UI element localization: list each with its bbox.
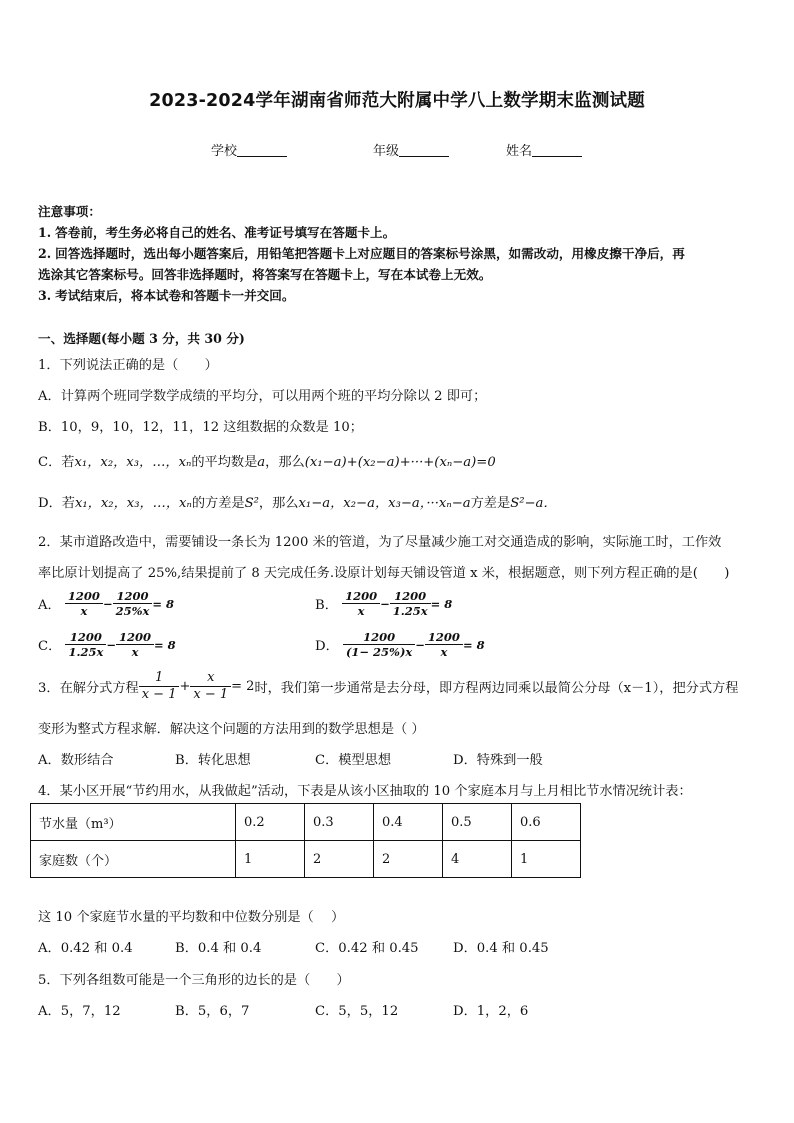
table-cell: 1 (512, 841, 581, 878)
notes-block (38, 201, 685, 306)
grade-label: 年级 (373, 144, 400, 159)
q3-option-b: B．转化思想 (175, 753, 251, 768)
q2-option-d: D． $\frac{1200}{(1- 25\%)x}$ − $\frac{1200}{x}$ = 8 (315, 630, 485, 659)
q1-d-expression: x₁−a，x₂−a，x₃−a，···xₙ−a (298, 496, 471, 511)
q2-option-a: A． $\frac{1200}{x}$ − $\frac{1200}{25\%x}$ = 8 (38, 589, 175, 618)
q4-option-c: C．0.42 和 0.45 (315, 941, 419, 956)
table-cell: 2 (374, 841, 443, 878)
q3-stem-line1: 3．在解分式方程 $\frac{1}{x - 1}$ + $\frac{x}{x - 1}$ = 2时，我们第一步通常是去分母，即方程两边同乘以最简公分母（x－1），把分式方程 (38, 670, 739, 702)
school-blank (237, 144, 287, 157)
name-field (506, 140, 582, 159)
q3-option-c: C．模型思想 (315, 753, 392, 768)
table-row (31, 804, 581, 841)
table-cell: 0.2 (236, 804, 305, 841)
table-cell: 4 (443, 841, 512, 878)
note-item: 2. 回答选择题时，选出每小题答案后，用铅笔把答题卡上对应题目的答案标号涂黑，如需改动，用橡皮擦干净后，再 (38, 246, 685, 261)
section-heading: 一、选择题(每小题 3 分，共 30 分) (38, 331, 245, 346)
q2-option-c: C． $\frac{1200}{1.25x}$ − $\frac{1200}{x}$ = 8 (38, 630, 176, 659)
q5-option-d: D．1，2，6 (453, 1004, 529, 1019)
table-cell: 1 (236, 841, 305, 878)
grade-blank (399, 144, 449, 157)
q1-option-b: B．10，9，10，12，11，12 这组数据的众数是 10； (38, 420, 363, 435)
q4-stem: 4．某小区开展“节约用水，从我做起”活动，下表是从该小区抽取的 10 个家庭本月与上月相比节水情况统计表： (38, 784, 692, 799)
q1-option-d: D．若x₁，x₂，x₃，…，xₙ的方差是S²，那么x₁−a，x₂−a，x₃−a，···xₙ−a方差是S²−a． (38, 496, 557, 511)
q1-option-a: A．计算两个班同学数学成绩的平均分，可以用两个班的平均分除以 2 即可； (38, 389, 487, 404)
q5-option-b: B．5，6，7 (175, 1004, 250, 1019)
table-cell: 0.4 (374, 804, 443, 841)
q4-option-a: A．0.42 和 0.4 (38, 941, 133, 956)
note-item: 3. 考试结束后，将本试卷和答题卡一并交回。 (38, 288, 295, 303)
q1-option-c: C．若x₁，x₂，x₃，…，xₙ的平均数是a，那么(x₁−a)+(x₂−a)+···+(xₙ−a)=0 (38, 455, 496, 470)
table-cell: 2 (305, 841, 374, 878)
table-row-header: 节水量（m³） (31, 804, 236, 841)
table-row (31, 841, 581, 878)
q2-option-b: B． $\frac{1200}{x}$ − $\frac{1200}{1.25x}$ = 8 (315, 589, 453, 618)
water-saving-table (30, 803, 581, 878)
school-field (211, 140, 287, 159)
grade-field (373, 140, 449, 159)
table-cell: 0.5 (443, 804, 512, 841)
q3-option-a: A．数形结合 (38, 753, 114, 768)
table-cell: 0.3 (305, 804, 374, 841)
q2-stem-line1: 2．某市道路改造中，需要铺设一条长为 1200 米的管道，为了尽量减少施工对交通造成的影响，实际施工时，工作效 (38, 535, 722, 550)
q1-stem: 1．下列说法正确的是（ ） (38, 358, 218, 373)
table-cell: 0.6 (512, 804, 581, 841)
q4-question: 这 10 个家庭节水量的平均数和中位数分别是（ ） (38, 910, 345, 925)
table-row-header: 家庭数（个） (31, 841, 236, 878)
name-label: 姓名 (506, 144, 533, 159)
page-title: 2023-2024学年湖南省师范大附属中学八上数学期末监测试题 (149, 91, 645, 111)
name-blank (532, 144, 582, 157)
q5-stem: 5．下列各组数可能是一个三角形的边长的是（ ） (38, 973, 350, 988)
q3-option-d: D．特殊到一般 (453, 753, 543, 768)
note-item: 选涂其它答案标号。回答非选择题时，将答案写在答题卡上，写在本试卷上无效。 (38, 267, 492, 282)
q5-option-a: A．5，7，12 (38, 1004, 121, 1019)
school-label: 学校 (211, 144, 238, 159)
q1-c-expression: (x₁−a)+(x₂−a)+···+(xₙ−a)=0 (304, 455, 496, 470)
q4-option-d: D．0.4 和 0.45 (453, 941, 549, 956)
notes-heading: 注意事项： (38, 204, 101, 219)
q5-option-c: C．5，5，12 (315, 1004, 399, 1019)
q3-stem-line2: 变形为整式方程求解．解决这个问题的方法用到的数学思想是（ ） (38, 722, 425, 737)
q4-option-b: B．0.4 和 0.4 (175, 941, 262, 956)
q2-stem-line2: 率比原计划提高了 25%,结果提前了 8 天完成任务.设原计划每天铺设管道 x 米，根据题意，则下列方程正确的是( ) (38, 566, 730, 581)
note-item: 1. 答卷前，考生务必将自己的姓名、准考证号填写在答题卡上。 (38, 225, 396, 240)
